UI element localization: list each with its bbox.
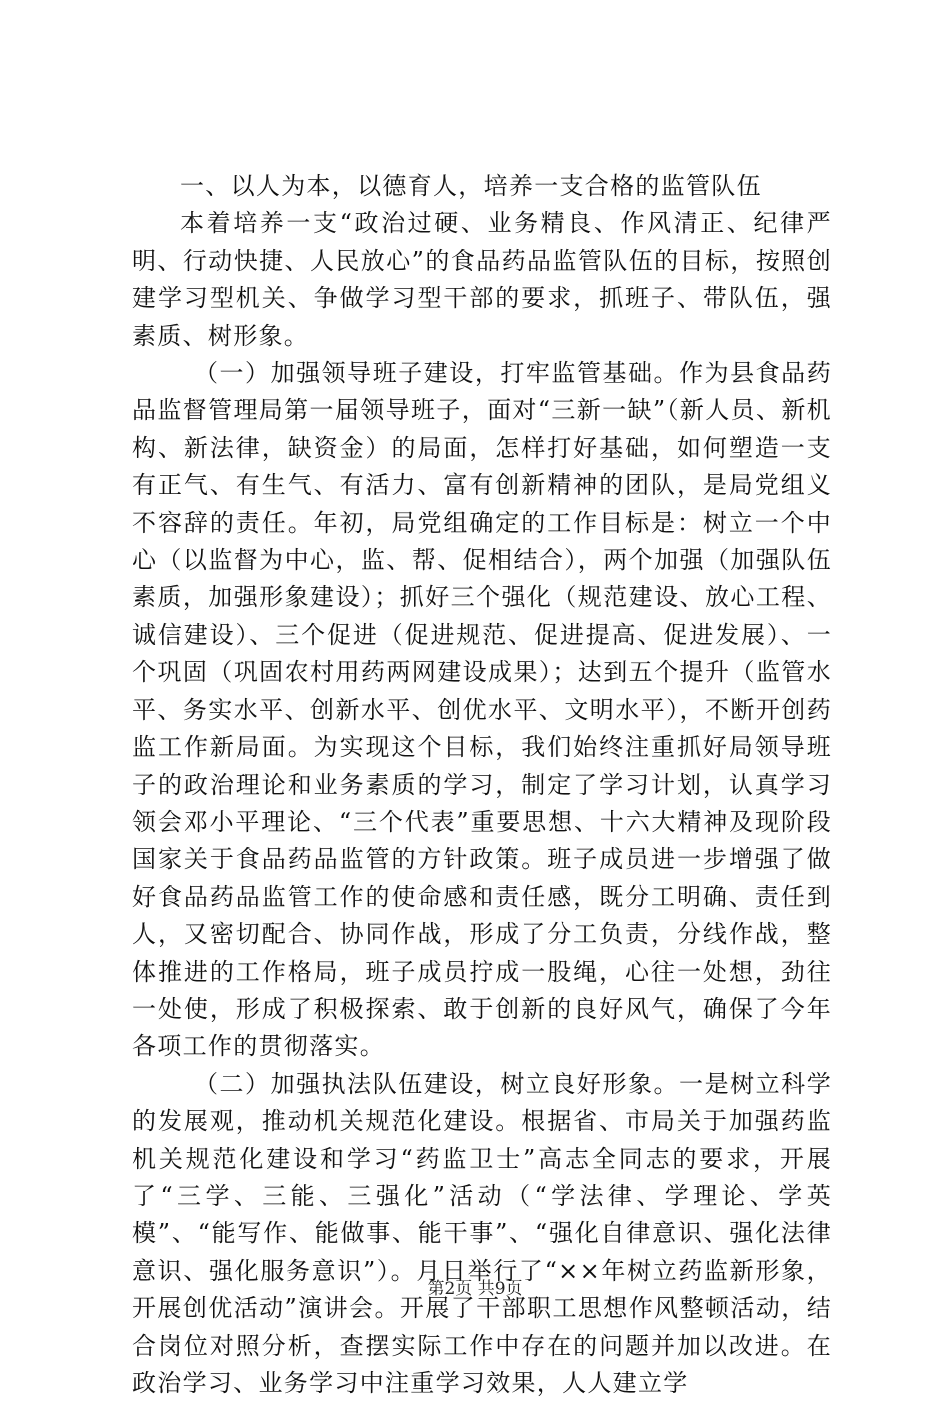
page-footer: 第2页 共9页 [427, 1279, 523, 1299]
paragraph-enforcement-team: （二）加强执法队伍建设，树立良好形象。一是树立科学的发展观，推动机关规范化建设。根据省、市局关于加强药监机关规范化建设和学习“药监卫士”高志全同志的要求，开展了“三学、三能、三强化”活动（“学法律、学理论、学英模”、“能写作、能做事、能干事”、“强化自律意识、强化法律意识、强化服务意识”）。月日举行了“××年树立药监新形象，开展创优活动”演讲会。开展了干部职工思想作风整顿活动，结合岗位对照分析，查摆实际工作中存在的问题并加以改进。在政治学习、业务学习中注重学习效果，人人建立学 [132, 1069, 832, 1397]
document-body [132, 168, 832, 1402]
paragraph-leadership: （一）加强领导班子建设，打牢监管基础。作为县食品药品监督管理局第一届领导班子，面对“三新一缺”（新人员、新机构、新法律，缺资金）的局面，怎样打好基础，如何塑造一支有正气、有生气、有活力、富有创新精神的团队，是局党组义不容辞的责任。年初，局党组确定的工作目标是：树立一个中心（以监督为中心，监、帮、促相结合），两个加强（加强队伍素质，加强形象建设）；抓好三个强化（规范建设、放心工程、诚信建设）、三个促进（促进规范、促进提高、促进发展）、一个巩固（巩固农村用药两网建设成果）；达到五个提升（监管水平、务实水平、创新水平、创优水平、文明水平），不断开创药监工作新局面。为实现这个目标，我们始终注重抓好局领导班子的政治理论和业务素质的学习，制定了学习计划，认真学习领会邓小平理论、“三个代表”重要思想、十六大精神及现阶段国家关于食品药品监管的方针政策。班子成员进一步增强了做好食品药品监管工作的使命感和责任感，既分工明确、责任到人，又密切配合、协同作战，形成了分工负责，分线作战，整体推进的工作格局，班子成员拧成一股绳，心往一处想，劲往一处使，形成了积极探索、敢于创新的良好风气，确保了今年各项工作的贯彻落实。 [132, 359, 832, 1061]
section-heading: 一、以人为本，以德育人，培养一支合格的监管队伍 [180, 172, 762, 200]
paragraph-intro: 本着培养一支“政治过硬、业务精良、作风清正、纪律严明、行动快捷、人民放心”的食品药品监管队伍的目标，按照创建学习型机关、争做学习型干部的要求，抓班子、带队伍，强素质、树形象。 [132, 209, 832, 350]
